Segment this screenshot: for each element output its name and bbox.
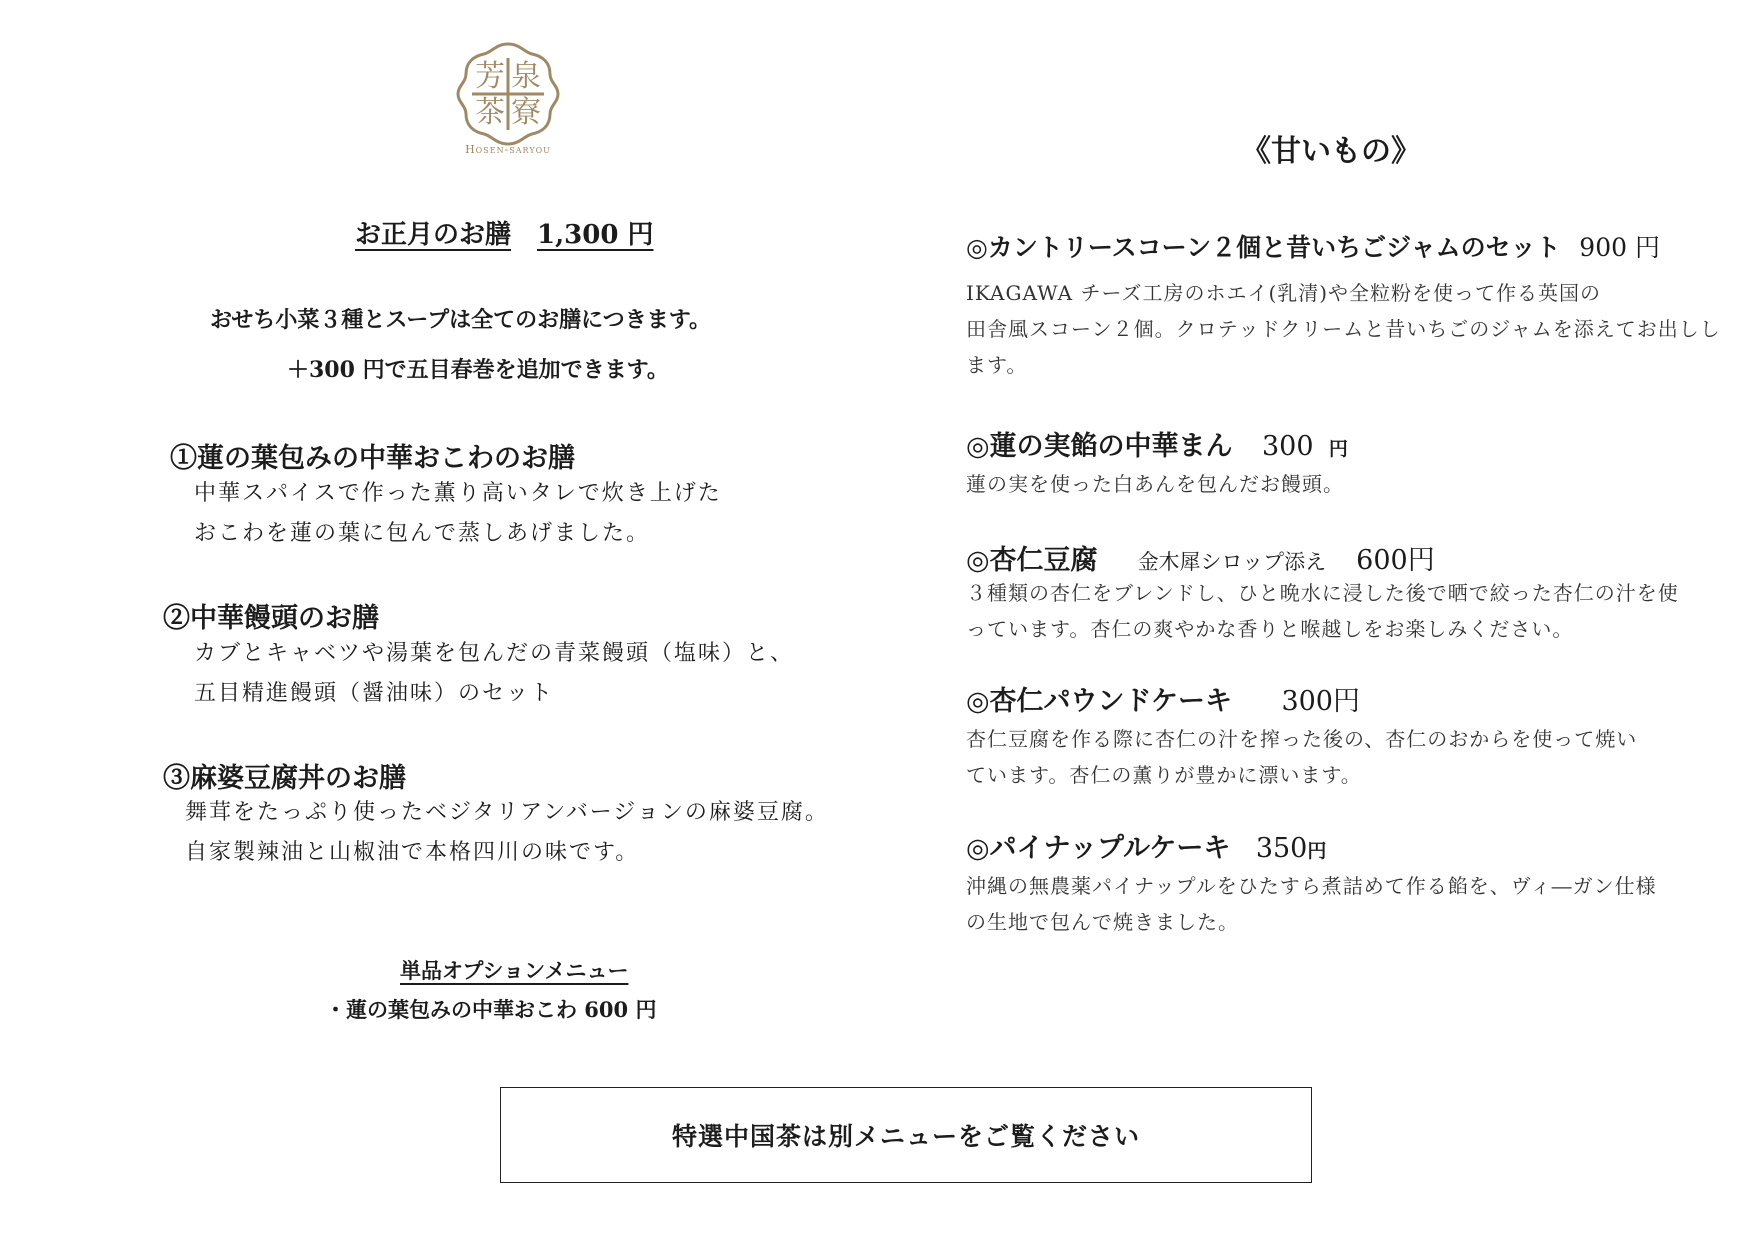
set-description <box>194 474 722 554</box>
sweet-item-description <box>966 868 1657 940</box>
sweet-item-heading <box>966 424 1348 463</box>
description-line: IKAGAWA チーズ工房のホエイ(乳清)や全粒粉を使って作る英国の <box>966 281 1602 305</box>
description-line: カブとキャベツや湯葉を包んだの青菜饅頭（塩味）と、 <box>194 641 795 666</box>
item-price-unit: 円 <box>1307 840 1327 862</box>
add-on-note: ＋300 円で五目春巻を追加できます。 <box>287 357 669 383</box>
description-line: おこわを蓮の葉に包んで蒸しあげました。 <box>194 521 651 546</box>
new-year-set-title <box>355 214 653 251</box>
sweet-item-heading <box>966 826 1326 865</box>
description-line: 自家製辣油と山椒油で本格四川の味です。 <box>185 840 640 865</box>
item-price: 900 円 <box>1579 233 1660 262</box>
sweet-item-description <box>966 466 1344 502</box>
item-name: ◎杏仁豆腐 <box>966 545 1098 576</box>
description-line: 五目精進饅頭（醤油味）のセット <box>194 681 555 706</box>
option-menu-item: ・蓮の葉包みの中華おこわ 600 円 <box>325 997 657 1022</box>
item-name: ◎カントリースコーン２個と昔いちごジャムのセット <box>966 233 1561 262</box>
title-text: お正月のお膳 <box>355 220 512 250</box>
description-line: ています。杏仁の薫りが豊かに漂います。 <box>966 763 1362 787</box>
description-line: の生地で包んで焼きました。 <box>966 910 1239 934</box>
sweet-item-description <box>966 575 1679 647</box>
description-line: 杏仁豆腐を作る際に杏仁の汁を搾った後の、杏仁のおからを使って焼い <box>966 727 1638 751</box>
sweet-item-heading <box>966 228 1660 264</box>
set-heading: ①蓮の葉包みの中華おこわのお膳 <box>170 443 575 474</box>
item-price: 600円 <box>1356 545 1435 576</box>
sweets-heading: 《甘いもの》 <box>1241 134 1421 169</box>
tea-menu-note-box <box>500 1087 1312 1183</box>
tea-menu-note: 特選中国茶は別メニューをご覧ください <box>671 1122 1140 1151</box>
description-line: 沖縄の無農薬パイナップルをひたすら煮詰めて作る餡を、ヴィ―ガン仕様 <box>966 874 1657 898</box>
item-price-unit: 円 <box>1328 438 1348 460</box>
sweet-item-heading <box>966 538 1435 577</box>
logo-glyph: 芳 <box>475 59 505 94</box>
item-price: 350 <box>1255 833 1308 864</box>
description-line: ます。 <box>966 353 1028 377</box>
sweet-item-description <box>966 275 1721 383</box>
sweet-item-heading <box>966 679 1360 718</box>
hosen-saryou-seal-icon <box>454 40 562 148</box>
logo-caption: Hosen-saryou <box>465 143 551 156</box>
set-description <box>185 793 829 873</box>
set-description <box>194 634 794 714</box>
title-price: 1,300 円 <box>537 220 654 250</box>
sweet-item-description <box>966 721 1637 793</box>
description-line: っています。杏仁の爽やかな香りと喉越しをお楽しみください。 <box>966 617 1574 641</box>
item-name: ◎杏仁パウンドケーキ <box>966 686 1233 717</box>
description-line: 舞茸をたっぷり使ったベジタリアンバージョンの麻婆豆腐。 <box>185 800 829 825</box>
item-subtitle: 金木犀シロップ添え <box>1137 550 1327 574</box>
logo-glyph: 茶 <box>475 95 505 130</box>
description-line: ３種類の杏仁をブレンドし、ひと晩水に浸した後で晒で絞った杏仁の汁を使 <box>966 581 1679 605</box>
item-name: ◎蓮の実餡の中華まん <box>966 431 1233 462</box>
item-price: 300円 <box>1281 686 1360 717</box>
option-menu-heading: 単品オプションメニュー <box>400 958 629 983</box>
description-line: 蓮の実を使った白あんを包んだお饅頭。 <box>966 472 1344 496</box>
description-line: 田舎風スコーン２個。クロテッドクリームと昔いちごのジャムを添えてお出しし <box>966 317 1721 341</box>
included-note: おせち小菜３種とスープは全てのお膳につきます。 <box>210 307 711 333</box>
set-heading: ②中華饅頭のお膳 <box>163 603 379 634</box>
logo-glyph: 泉 <box>511 59 541 94</box>
logo-glyph: 寮 <box>511 95 541 130</box>
item-price: 300 <box>1261 431 1314 462</box>
description-line: 中華スパイスで作った薫り高いタレで炊き上げた <box>194 481 722 506</box>
item-name: ◎パイナップルケーキ <box>966 833 1231 864</box>
set-heading: ③麻婆豆腐丼のお膳 <box>163 763 406 794</box>
